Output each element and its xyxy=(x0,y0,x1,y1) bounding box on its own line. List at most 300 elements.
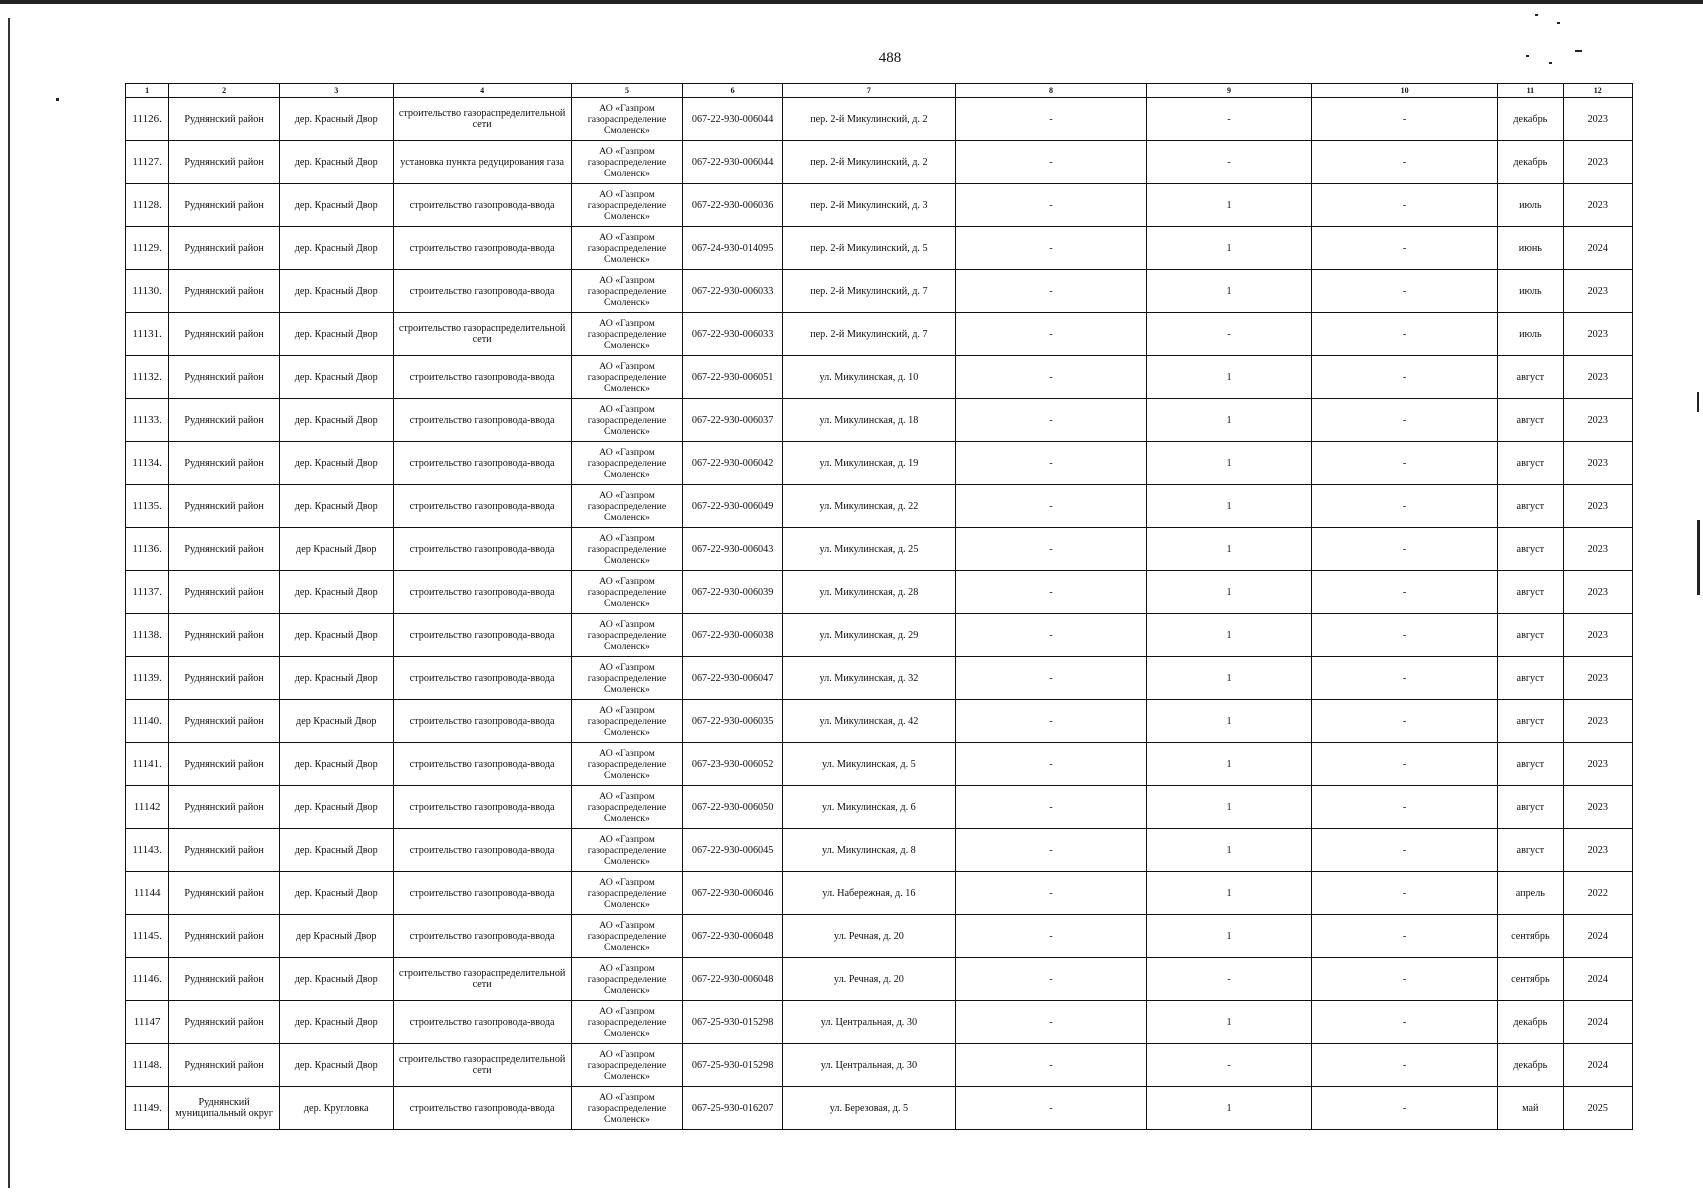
year: 2023 xyxy=(1563,356,1632,399)
work-type: установка пункта редуцирования газа xyxy=(393,141,571,184)
col-9-value: - xyxy=(1147,958,1312,1001)
work-type: строительство газораспределительной сети xyxy=(393,958,571,1001)
settlement: дер. Красный Двор xyxy=(279,141,393,184)
application-number: 067-22-930-006043 xyxy=(683,528,783,571)
col-8-value: - xyxy=(955,571,1146,614)
column-number: 11 xyxy=(1498,84,1563,98)
col-10-value: - xyxy=(1312,657,1498,700)
settlement: дер Красный Двор xyxy=(279,528,393,571)
col-10-value: - xyxy=(1312,872,1498,915)
col-9-value: 1 xyxy=(1147,1087,1312,1130)
year: 2023 xyxy=(1563,399,1632,442)
district: Руднянский район xyxy=(169,399,280,442)
application-number: 067-22-930-006038 xyxy=(683,614,783,657)
column-number: 6 xyxy=(683,84,783,98)
application-number: 067-22-930-006039 xyxy=(683,571,783,614)
col-10-value: - xyxy=(1312,141,1498,184)
address: пер. 2-й Микулинский, д. 2 xyxy=(782,141,955,184)
address: ул. Микулинская, д. 5 xyxy=(782,743,955,786)
table-row xyxy=(126,829,1633,872)
col-10-value: - xyxy=(1312,786,1498,829)
year: 2024 xyxy=(1563,958,1632,1001)
district: Руднянский район xyxy=(169,184,280,227)
settlement: дер. Красный Двор xyxy=(279,184,393,227)
column-number: 1 xyxy=(126,84,169,98)
table-row xyxy=(126,528,1633,571)
year: 2025 xyxy=(1563,1087,1632,1130)
scan-speck xyxy=(1535,14,1538,16)
address: пер. 2-й Микулинский, д. 7 xyxy=(782,313,955,356)
col-9-value: 1 xyxy=(1147,829,1312,872)
address: ул. Речная, д. 20 xyxy=(782,915,955,958)
organization: АО «Газпром газораспределение Смоленск» xyxy=(571,356,683,399)
settlement: дер Красный Двор xyxy=(279,915,393,958)
month: декабрь xyxy=(1498,98,1563,141)
settlement: дер. Красный Двор xyxy=(279,872,393,915)
application-number: 067-22-930-006045 xyxy=(683,829,783,872)
col-10-value: - xyxy=(1312,1044,1498,1087)
address: ул. Набережная, д. 16 xyxy=(782,872,955,915)
month: декабрь xyxy=(1498,1044,1563,1087)
application-number: 067-22-930-006050 xyxy=(683,786,783,829)
year: 2023 xyxy=(1563,829,1632,872)
month: август xyxy=(1498,786,1563,829)
settlement: дер. Красный Двор xyxy=(279,743,393,786)
table-row xyxy=(126,399,1633,442)
row-number: 11134. xyxy=(126,442,169,485)
work-type: строительство газопровода-ввода xyxy=(393,872,571,915)
col-8-value: - xyxy=(955,1087,1146,1130)
organization: АО «Газпром газораспределение Смоленск» xyxy=(571,571,683,614)
organization: АО «Газпром газораспределение Смоленск» xyxy=(571,1087,683,1130)
month: август xyxy=(1498,485,1563,528)
col-8-value: - xyxy=(955,98,1146,141)
month: декабрь xyxy=(1498,141,1563,184)
col-10-value: - xyxy=(1312,270,1498,313)
organization: АО «Газпром газораспределение Смоленск» xyxy=(571,270,683,313)
row-number: 11149. xyxy=(126,1087,169,1130)
column-number: 9 xyxy=(1147,84,1312,98)
address: ул. Микулинская, д. 18 xyxy=(782,399,955,442)
organization: АО «Газпром газораспределение Смоленск» xyxy=(571,442,683,485)
row-number: 11132. xyxy=(126,356,169,399)
year: 2023 xyxy=(1563,700,1632,743)
work-type: строительство газораспределительной сети xyxy=(393,98,571,141)
row-number: 11142 xyxy=(126,786,169,829)
district: Руднянский район xyxy=(169,98,280,141)
month: сентябрь xyxy=(1498,915,1563,958)
organization: АО «Газпром газораспределение Смоленск» xyxy=(571,485,683,528)
col-9-value: 1 xyxy=(1147,399,1312,442)
application-number: 067-23-930-006052 xyxy=(683,743,783,786)
address: ул. Микулинская, д. 29 xyxy=(782,614,955,657)
settlement: дер. Красный Двор xyxy=(279,485,393,528)
organization: АО «Газпром газораспределение Смоленск» xyxy=(571,700,683,743)
col-9-value: - xyxy=(1147,141,1312,184)
col-10-value: - xyxy=(1312,485,1498,528)
row-number: 11144 xyxy=(126,872,169,915)
month: июль xyxy=(1498,184,1563,227)
application-number: 067-22-930-006036 xyxy=(683,184,783,227)
col-10-value: - xyxy=(1312,1001,1498,1044)
col-10-value: - xyxy=(1312,528,1498,571)
application-number: 067-22-930-006035 xyxy=(683,700,783,743)
col-9-value: 1 xyxy=(1147,743,1312,786)
work-type: строительство газопровода-ввода xyxy=(393,1087,571,1130)
settlement: дер. Красный Двор xyxy=(279,270,393,313)
table-row xyxy=(126,571,1633,614)
year: 2023 xyxy=(1563,313,1632,356)
column-number: 2 xyxy=(169,84,280,98)
work-type: строительство газопровода-ввода xyxy=(393,614,571,657)
settlement: дер Красный Двор xyxy=(279,700,393,743)
district: Руднянский район xyxy=(169,485,280,528)
month: август xyxy=(1498,700,1563,743)
district: Руднянский район xyxy=(169,872,280,915)
application-number: 067-24-930-014095 xyxy=(683,227,783,270)
table-row xyxy=(126,1044,1633,1087)
row-number: 11140. xyxy=(126,700,169,743)
organization: АО «Газпром газораспределение Смоленск» xyxy=(571,872,683,915)
table-row xyxy=(126,184,1633,227)
organization: АО «Газпром газораспределение Смоленск» xyxy=(571,786,683,829)
address: ул. Микулинская, д. 10 xyxy=(782,356,955,399)
district: Руднянский район xyxy=(169,958,280,1001)
month: август xyxy=(1498,829,1563,872)
column-number: 12 xyxy=(1563,84,1632,98)
application-number: 067-22-930-006044 xyxy=(683,141,783,184)
district: Руднянский район xyxy=(169,1044,280,1087)
year: 2023 xyxy=(1563,141,1632,184)
year: 2023 xyxy=(1563,442,1632,485)
organization: АО «Газпром газораспределение Смоленск» xyxy=(571,829,683,872)
month: июнь xyxy=(1498,227,1563,270)
application-number: 067-22-930-006048 xyxy=(683,958,783,1001)
settlement: дер. Красный Двор xyxy=(279,958,393,1001)
col-10-value: - xyxy=(1312,1087,1498,1130)
col-8-value: - xyxy=(955,313,1146,356)
scan-top-edge xyxy=(0,0,1703,4)
year: 2022 xyxy=(1563,872,1632,915)
table-row xyxy=(126,872,1633,915)
table-row xyxy=(126,700,1633,743)
col-9-value: 1 xyxy=(1147,915,1312,958)
row-number: 11148. xyxy=(126,1044,169,1087)
col-8-value: - xyxy=(955,485,1146,528)
application-number: 067-22-930-006042 xyxy=(683,442,783,485)
table-row xyxy=(126,270,1633,313)
table-row xyxy=(126,141,1633,184)
row-number: 11145. xyxy=(126,915,169,958)
row-number: 11133. xyxy=(126,399,169,442)
month: август xyxy=(1498,614,1563,657)
month: июль xyxy=(1498,313,1563,356)
col-8-value: - xyxy=(955,786,1146,829)
month: май xyxy=(1498,1087,1563,1130)
organization: АО «Газпром газораспределение Смоленск» xyxy=(571,528,683,571)
district: Руднянский район xyxy=(169,743,280,786)
organization: АО «Газпром газораспределение Смоленск» xyxy=(571,614,683,657)
address: ул. Центральная, д. 30 xyxy=(782,1044,955,1087)
col-9-value: 1 xyxy=(1147,227,1312,270)
year: 2024 xyxy=(1563,1001,1632,1044)
work-type: строительство газопровода-ввода xyxy=(393,1001,571,1044)
address: пер. 2-й Микулинский, д. 5 xyxy=(782,227,955,270)
organization: АО «Газпром газораспределение Смоленск» xyxy=(571,399,683,442)
work-type: строительство газопровода-ввода xyxy=(393,743,571,786)
col-8-value: - xyxy=(955,184,1146,227)
month: август xyxy=(1498,399,1563,442)
work-type: строительство газопровода-ввода xyxy=(393,485,571,528)
col-8-value: - xyxy=(955,657,1146,700)
col-8-value: - xyxy=(955,442,1146,485)
settlement: дер. Красный Двор xyxy=(279,786,393,829)
address: пер. 2-й Микулинский, д. 2 xyxy=(782,98,955,141)
col-9-value: 1 xyxy=(1147,657,1312,700)
organization: АО «Газпром газораспределение Смоленск» xyxy=(571,657,683,700)
work-type: строительство газопровода-ввода xyxy=(393,356,571,399)
address: пер. 2-й Микулинский, д. 3 xyxy=(782,184,955,227)
col-10-value: - xyxy=(1312,184,1498,227)
month: август xyxy=(1498,442,1563,485)
col-9-value: - xyxy=(1147,313,1312,356)
address: ул. Микулинская, д. 6 xyxy=(782,786,955,829)
settlement: дер. Красный Двор xyxy=(279,227,393,270)
table-row xyxy=(126,98,1633,141)
row-number: 11136. xyxy=(126,528,169,571)
row-number: 11147 xyxy=(126,1001,169,1044)
district: Руднянский район xyxy=(169,141,280,184)
col-9-value: 1 xyxy=(1147,184,1312,227)
settlement: дер. Красный Двор xyxy=(279,829,393,872)
table-row xyxy=(126,313,1633,356)
organization: АО «Газпром газораспределение Смоленск» xyxy=(571,1044,683,1087)
work-type: строительство газопровода-ввода xyxy=(393,700,571,743)
col-9-value: 1 xyxy=(1147,614,1312,657)
work-type: строительство газопровода-ввода xyxy=(393,227,571,270)
row-number: 11138. xyxy=(126,614,169,657)
month: апрель xyxy=(1498,872,1563,915)
application-number: 067-25-930-015298 xyxy=(683,1001,783,1044)
district: Руднянский район xyxy=(169,915,280,958)
work-type: строительство газопровода-ввода xyxy=(393,184,571,227)
year: 2024 xyxy=(1563,227,1632,270)
row-number: 11139. xyxy=(126,657,169,700)
work-type: строительство газопровода-ввода xyxy=(393,528,571,571)
column-number: 10 xyxy=(1312,84,1498,98)
year: 2023 xyxy=(1563,98,1632,141)
application-number: 067-22-930-006051 xyxy=(683,356,783,399)
organization: АО «Газпром газораспределение Смоленск» xyxy=(571,915,683,958)
row-number: 11146. xyxy=(126,958,169,1001)
district: Руднянский район xyxy=(169,356,280,399)
month: сентябрь xyxy=(1498,958,1563,1001)
col-8-value: - xyxy=(955,958,1146,1001)
settlement: дер. Красный Двор xyxy=(279,1001,393,1044)
district: Руднянский район xyxy=(169,571,280,614)
scan-speck xyxy=(1557,22,1560,24)
col-10-value: - xyxy=(1312,958,1498,1001)
table-row xyxy=(126,485,1633,528)
row-number: 11127. xyxy=(126,141,169,184)
col-10-value: - xyxy=(1312,614,1498,657)
work-type: строительство газопровода-ввода xyxy=(393,915,571,958)
work-type: строительство газопровода-ввода xyxy=(393,399,571,442)
column-number: 5 xyxy=(571,84,683,98)
district: Руднянский район xyxy=(169,786,280,829)
col-8-value: - xyxy=(955,915,1146,958)
col-9-value: 1 xyxy=(1147,786,1312,829)
year: 2023 xyxy=(1563,571,1632,614)
district: Руднянский район xyxy=(169,829,280,872)
organization: АО «Газпром газораспределение Смоленск» xyxy=(571,743,683,786)
settlement: дер. Красный Двор xyxy=(279,313,393,356)
organization: АО «Газпром газораспределение Смоленск» xyxy=(571,98,683,141)
col-10-value: - xyxy=(1312,915,1498,958)
address: ул. Березовая, д. 5 xyxy=(782,1087,955,1130)
work-type: строительство газопровода-ввода xyxy=(393,571,571,614)
col-8-value: - xyxy=(955,743,1146,786)
year: 2023 xyxy=(1563,528,1632,571)
work-type: строительство газопровода-ввода xyxy=(393,270,571,313)
address: ул. Микулинская, д. 19 xyxy=(782,442,955,485)
address: ул. Микулинская, д. 42 xyxy=(782,700,955,743)
table-row xyxy=(126,915,1633,958)
year: 2023 xyxy=(1563,270,1632,313)
year: 2023 xyxy=(1563,786,1632,829)
organization: АО «Газпром газораспределение Смоленск» xyxy=(571,141,683,184)
settlement: дер. Красный Двор xyxy=(279,442,393,485)
col-9-value: - xyxy=(1147,98,1312,141)
col-8-value: - xyxy=(955,356,1146,399)
col-9-value: 1 xyxy=(1147,442,1312,485)
col-10-value: - xyxy=(1312,700,1498,743)
table-row xyxy=(126,657,1633,700)
application-number: 067-25-930-015298 xyxy=(683,1044,783,1087)
organization: АО «Газпром газораспределение Смоленск» xyxy=(571,313,683,356)
col-9-value: 1 xyxy=(1147,700,1312,743)
col-8-value: - xyxy=(955,270,1146,313)
col-8-value: - xyxy=(955,614,1146,657)
col-9-value: 1 xyxy=(1147,356,1312,399)
col-9-value: - xyxy=(1147,1044,1312,1087)
district: Руднянский муниципальный округ xyxy=(169,1087,280,1130)
col-8-value: - xyxy=(955,1044,1146,1087)
organization: АО «Газпром газораспределение Смоленск» xyxy=(571,1001,683,1044)
col-8-value: - xyxy=(955,829,1146,872)
work-type: строительство газопровода-ввода xyxy=(393,786,571,829)
column-number: 7 xyxy=(782,84,955,98)
table-row xyxy=(126,958,1633,1001)
settlement: дер. Красный Двор xyxy=(279,614,393,657)
application-number: 067-22-930-006048 xyxy=(683,915,783,958)
col-8-value: - xyxy=(955,872,1146,915)
col-10-value: - xyxy=(1312,442,1498,485)
col-9-value: 1 xyxy=(1147,571,1312,614)
column-number: 3 xyxy=(279,84,393,98)
col-9-value: 1 xyxy=(1147,1001,1312,1044)
col-10-value: - xyxy=(1312,743,1498,786)
register-table xyxy=(125,83,1633,1130)
year: 2023 xyxy=(1563,184,1632,227)
address: ул. Микулинская, д. 25 xyxy=(782,528,955,571)
settlement: дер. Кругловка xyxy=(279,1087,393,1130)
month: июль xyxy=(1498,270,1563,313)
address: ул. Центральная, д. 30 xyxy=(782,1001,955,1044)
application-number: 067-22-930-006047 xyxy=(683,657,783,700)
address: ул. Речная, д. 20 xyxy=(782,958,955,1001)
month: август xyxy=(1498,571,1563,614)
district: Руднянский район xyxy=(169,657,280,700)
col-10-value: - xyxy=(1312,313,1498,356)
column-number-row xyxy=(126,84,1633,98)
year: 2023 xyxy=(1563,743,1632,786)
address: ул. Микулинская, д. 22 xyxy=(782,485,955,528)
organization: АО «Газпром газораспределение Смоленск» xyxy=(571,184,683,227)
address: ул. Микулинская, д. 8 xyxy=(782,829,955,872)
settlement: дер. Красный Двор xyxy=(279,571,393,614)
page-number: 488 xyxy=(878,50,902,66)
scan-speck xyxy=(56,98,59,101)
settlement: дер. Красный Двор xyxy=(279,657,393,700)
application-number: 067-22-930-006037 xyxy=(683,399,783,442)
district: Руднянский район xyxy=(169,700,280,743)
col-10-value: - xyxy=(1312,829,1498,872)
month: август xyxy=(1498,528,1563,571)
col-10-value: - xyxy=(1312,98,1498,141)
month: август xyxy=(1498,743,1563,786)
row-number: 11128. xyxy=(126,184,169,227)
address: ул. Микулинская, д. 32 xyxy=(782,657,955,700)
application-number: 067-22-930-006033 xyxy=(683,270,783,313)
application-number: 067-22-930-006033 xyxy=(683,313,783,356)
address: ул. Микулинская, д. 28 xyxy=(782,571,955,614)
year: 2023 xyxy=(1563,485,1632,528)
district: Руднянский район xyxy=(169,442,280,485)
work-type: строительство газопровода-ввода xyxy=(393,442,571,485)
scan-left-edge xyxy=(8,18,10,1188)
table-row xyxy=(126,1001,1633,1044)
application-number: 067-22-930-006049 xyxy=(683,485,783,528)
settlement: дер. Красный Двор xyxy=(279,356,393,399)
row-number: 11126. xyxy=(126,98,169,141)
col-10-value: - xyxy=(1312,571,1498,614)
row-number: 11130. xyxy=(126,270,169,313)
organization: АО «Газпром газораспределение Смоленск» xyxy=(571,958,683,1001)
col-9-value: 1 xyxy=(1147,528,1312,571)
col-8-value: - xyxy=(955,528,1146,571)
table-row xyxy=(126,614,1633,657)
table-row xyxy=(126,442,1633,485)
col-8-value: - xyxy=(955,399,1146,442)
year: 2024 xyxy=(1563,915,1632,958)
row-number: 11131. xyxy=(126,313,169,356)
column-number: 8 xyxy=(955,84,1146,98)
work-type: строительство газопровода-ввода xyxy=(393,829,571,872)
month: август xyxy=(1498,356,1563,399)
col-9-value: 1 xyxy=(1147,872,1312,915)
table-row xyxy=(126,743,1633,786)
settlement: дер. Красный Двор xyxy=(279,1044,393,1087)
column-number: 4 xyxy=(393,84,571,98)
district: Руднянский район xyxy=(169,528,280,571)
work-type: строительство газораспределительной сети xyxy=(393,1044,571,1087)
row-number: 11143. xyxy=(126,829,169,872)
year: 2023 xyxy=(1563,657,1632,700)
scan-speck xyxy=(1697,392,1699,412)
row-number: 11135. xyxy=(126,485,169,528)
col-10-value: - xyxy=(1312,227,1498,270)
